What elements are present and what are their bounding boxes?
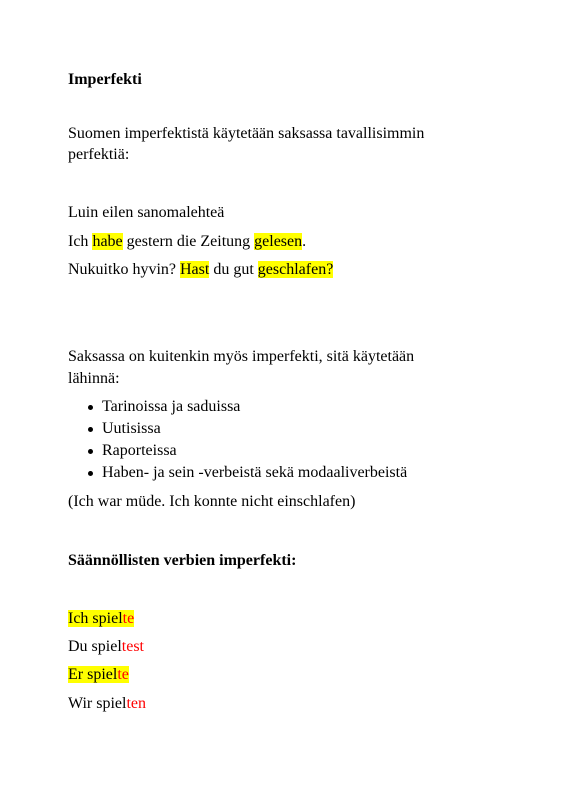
paragraph2-line-2: lähinnä: (68, 370, 120, 387)
example1-middle: gestern die Zeitung (122, 233, 255, 250)
example1-finnish: Luin eilen sanomalehteä (68, 204, 225, 221)
bullet-icon (88, 471, 93, 476)
example1-participle: gelesen (254, 233, 303, 250)
list-item-text: Uutisissa (102, 420, 161, 437)
bullet-icon (88, 405, 93, 410)
list-item-text: Tarinoissa ja saduissa (102, 398, 241, 415)
intro-line-2: perfektiä: (68, 146, 130, 163)
bullet-icon (88, 427, 93, 432)
example1-german (68, 232, 306, 252)
example2-participle: geschlafen? (257, 261, 334, 278)
conjugation-stem: Er spiel (68, 666, 118, 683)
conjugation-ending: te (117, 666, 129, 683)
conjugation-stem: Wir spiel (68, 695, 127, 712)
conjugation-row (68, 694, 146, 714)
conjugation-ending: te (122, 610, 135, 627)
example1-prefix: Ich (68, 233, 93, 250)
list-item-text: Haben- ja sein -verbeistä sekä modaaliverbeistä (102, 464, 408, 481)
example3: (Ich war müde. Ich konnte nicht einschlafen) (68, 493, 356, 510)
example2 (68, 260, 333, 280)
conjugation-ending: ten (126, 695, 146, 712)
conjugation-stem: Du spiel (68, 638, 122, 655)
section-heading: Säännöllisten verbien imperfekti: (68, 552, 297, 569)
conjugation-row (68, 665, 129, 685)
conjugation-ending: test (121, 638, 144, 655)
page-title: Imperfekti (68, 71, 142, 88)
example2-auxiliary: Hast (180, 261, 210, 278)
conjugation-row (68, 637, 144, 657)
paragraph2-line-1: Saksassa on kuitenkin myös imperfekti, sitä käytetään (68, 348, 415, 365)
conjugation-row (68, 609, 134, 629)
conjugation-form (68, 610, 134, 627)
list-item (68, 396, 407, 418)
example2-finnish: Nukuitko hyvin? (68, 261, 180, 278)
example1-auxiliary: habe (92, 233, 123, 250)
list-item (68, 418, 407, 440)
intro-line-1: Suomen imperfektistä käytetään saksassa tavallisimmin (68, 125, 425, 142)
conjugation-form (68, 666, 129, 683)
list-item-text: Raporteissa (102, 442, 177, 459)
list-item (68, 462, 407, 484)
example2-middle: du gut (209, 261, 258, 278)
example1-end: . (302, 233, 307, 250)
conjugation-stem: Ich spiel (68, 610, 123, 627)
bullet-icon (88, 449, 93, 454)
uses-list (68, 396, 407, 484)
list-item (68, 440, 407, 462)
